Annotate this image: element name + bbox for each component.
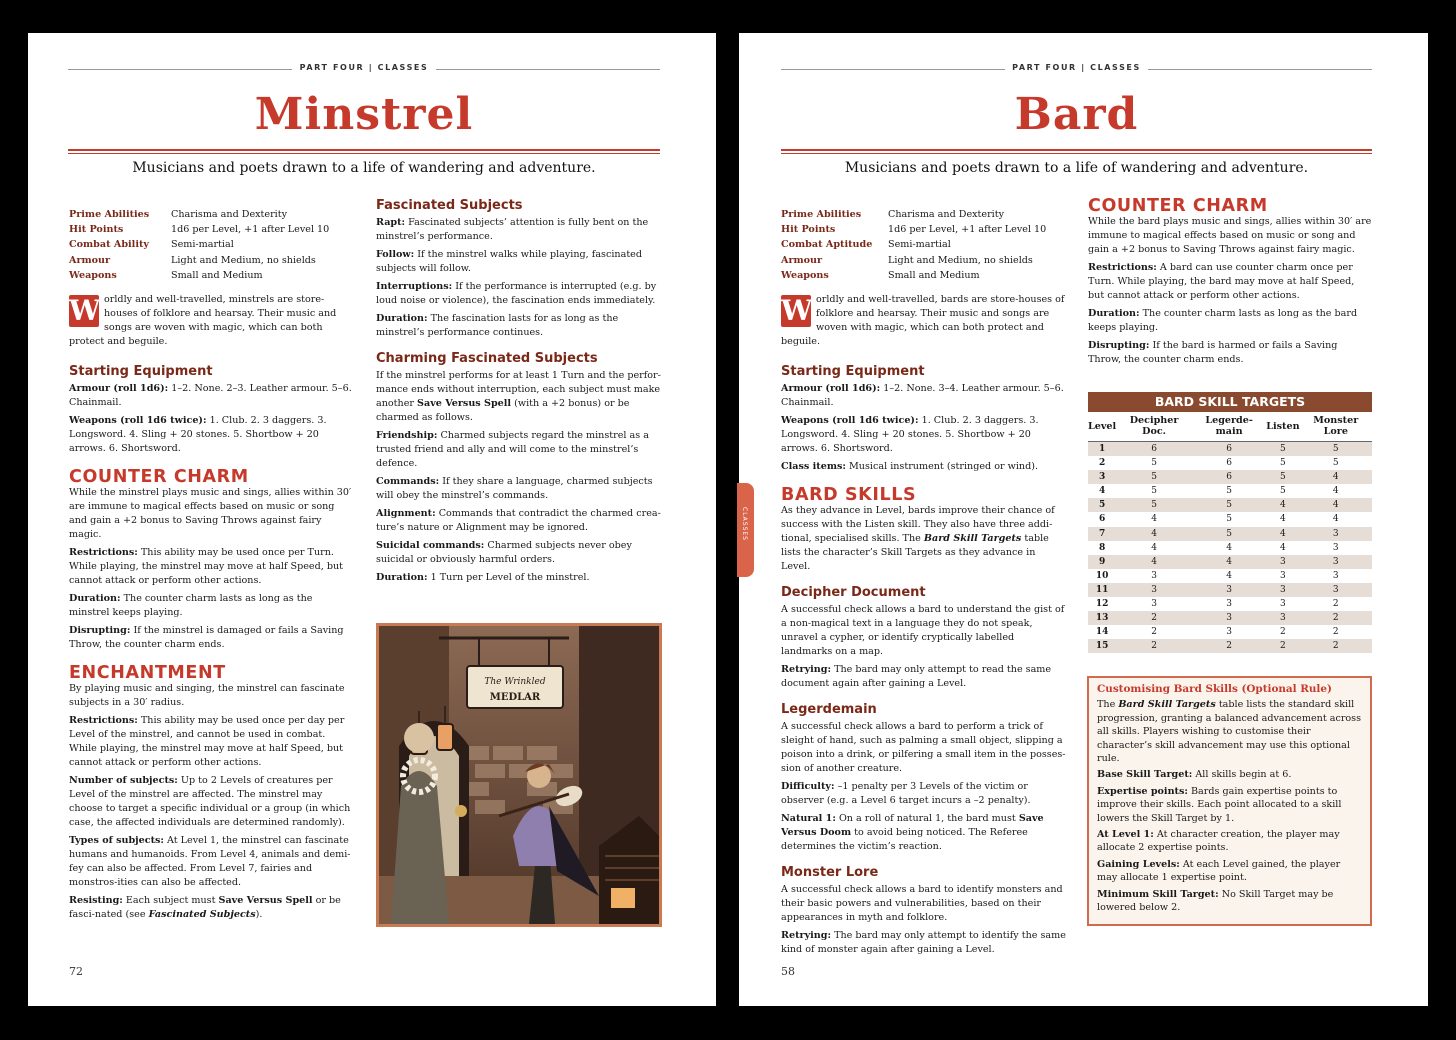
- table-cell: 5: [1226, 486, 1232, 497]
- stat-label: Prime Abilities: [69, 209, 150, 220]
- text: to avoid being noticed. The Referee determines the victim’s reaction.: [781, 827, 1028, 853]
- label: Commands:: [376, 476, 440, 487]
- table-cell: 4: [1226, 542, 1232, 553]
- sidebar-item: [1097, 888, 1362, 915]
- table-cell: 3: [1300, 555, 1372, 569]
- page-title: Minstrel: [254, 89, 474, 140]
- sidebar-item: [1097, 858, 1362, 885]
- table-cell: 3: [1151, 599, 1157, 610]
- table-cell: 8: [1098, 542, 1106, 553]
- table-cell: 6: [1226, 458, 1232, 469]
- stat-row: [781, 268, 1066, 283]
- table-cell: 6: [1192, 470, 1266, 484]
- rule-item: [376, 539, 662, 567]
- label: Class items:: [781, 461, 846, 473]
- table-cell: 4: [1226, 570, 1232, 581]
- text: The bard may only attempt to identify the same kind of monster again after gaining a Level.: [781, 930, 1066, 956]
- stat-block: [781, 207, 1066, 283]
- body-text: While the bard plays music and sings, allies within 30′ are immune to magical effects based on music or song and gain a +2 bonus to Saving Throws against fairy magic.: [1088, 216, 1372, 255]
- stat-value: Semi-martial: [171, 239, 234, 251]
- table-cell: 3: [1266, 583, 1299, 597]
- table-title: BARD SKILL TARGETS: [1088, 392, 1372, 412]
- table-header-row: [1088, 412, 1372, 442]
- text: If they share a language, charmed subjects will obey the minstrel’s commands.: [376, 476, 653, 501]
- section-heading: Starting Equipment: [781, 364, 925, 380]
- table-cell: 11: [1088, 583, 1116, 597]
- table-cell: 3: [1332, 542, 1339, 553]
- table-cell: 5: [1151, 458, 1157, 469]
- stat-value: Charisma and Dexterity: [171, 209, 288, 220]
- stat-row: [781, 222, 1066, 237]
- text: The counter charm lasts as long as the minstrel keeps playing.: [69, 593, 313, 619]
- table-cell: 4: [1266, 527, 1299, 541]
- table-cell: 5: [1088, 498, 1116, 512]
- label: Disrupting:: [69, 625, 131, 637]
- table-cell: 2: [1300, 639, 1372, 653]
- table-row: [1088, 442, 1372, 457]
- text: ).: [255, 909, 263, 921]
- text: No Skill Target may be lowered below 2.: [1097, 888, 1334, 914]
- table-row: [1088, 625, 1372, 639]
- sidebar-intro: [1097, 698, 1362, 765]
- table-cell: 3: [1116, 583, 1192, 597]
- text: This ability may be used once per Turn. While playing, the minstrel may move at half Speed, but cannot attack or perform other actions.: [69, 547, 343, 587]
- label: Friendship:: [376, 430, 438, 441]
- label: Rapt:: [376, 217, 406, 228]
- table-cell: 2: [1332, 627, 1339, 638]
- stat-label: Weapons: [69, 269, 117, 281]
- label: Armour (roll 1d6):: [69, 383, 169, 395]
- table-cell: 5: [1192, 498, 1266, 512]
- table-row: [1088, 597, 1372, 611]
- table-cell: 15: [1088, 639, 1116, 653]
- table-cell: 3: [1300, 583, 1372, 597]
- table-cell: 4: [1280, 542, 1286, 553]
- table-cell: 13: [1088, 611, 1116, 625]
- table-cell: 2: [1280, 627, 1286, 638]
- text: The bard may only attempt to read the same document again after gaining a Level.: [781, 664, 1052, 690]
- table-cell: 4: [1280, 514, 1286, 525]
- table-cell: 12: [1095, 599, 1109, 610]
- table-cell: 4: [1300, 498, 1372, 512]
- intro-text: orldly and well-travelled, minstrels are store-houses of folklore and hearsay. Their music and songs are woven with magic, which can both protect and beguile.: [69, 294, 337, 348]
- table-cell: 5: [1266, 442, 1299, 457]
- stat-value: Charisma and Dexterity: [888, 209, 1005, 220]
- table-row: [1088, 498, 1372, 512]
- table-cell: 3: [1280, 599, 1286, 610]
- table-cell: 4: [1116, 555, 1192, 569]
- table-cell: 5: [1151, 486, 1157, 497]
- table-cell: 4: [1332, 514, 1339, 525]
- label: Duration:: [69, 593, 121, 605]
- text: At each Level gained, the player may allocate 1 expertise point.: [1097, 858, 1341, 884]
- table-cell: 3: [1280, 570, 1286, 581]
- table-row: [1088, 470, 1372, 484]
- optional-rule-sidebar: [1087, 676, 1372, 926]
- text: Commands that contradict the charmed crea-ture’s nature or Alignment may be ignored.: [376, 508, 661, 533]
- table-cell: 2: [1116, 611, 1192, 625]
- stat-row: [781, 207, 1066, 222]
- equipment-armour: [781, 382, 1066, 410]
- stat-value: Small and Medium: [171, 269, 263, 281]
- label: Restrictions:: [1088, 262, 1157, 273]
- table-row: [1088, 583, 1372, 597]
- table-cell: 3: [1088, 470, 1116, 484]
- label: Disrupting:: [1088, 340, 1150, 351]
- drop-cap: W: [69, 294, 101, 328]
- running-head: [781, 61, 1372, 77]
- stat-value: 1d6 per Level, +1 after Level 10: [171, 224, 330, 236]
- text: –1 penalty per 3 Levels of the victim or observer (e.g. a Level 6 target incurs a –2 penalty).: [781, 781, 1031, 807]
- intro-paragraph: [781, 293, 1066, 349]
- table-cell: 3: [1192, 583, 1266, 597]
- table-cell: 4: [1266, 498, 1299, 512]
- table-row: [1088, 456, 1372, 470]
- section-heading: ENCHANTMENT: [69, 663, 226, 684]
- text: The fascination lasts for as long as the minstrel’s performance continues.: [376, 313, 619, 338]
- table-cell: 6: [1098, 514, 1106, 525]
- right-column: [376, 199, 662, 589]
- text: If the minstrel walks while playing, fascinated subjects will follow.: [376, 249, 642, 274]
- label: Restrictions:: [69, 715, 138, 727]
- rule-item: [781, 929, 1066, 957]
- stat-label: Armour: [69, 254, 111, 266]
- rule-item: [376, 571, 662, 585]
- table-cell: 5: [1300, 442, 1372, 457]
- label: Resisting:: [69, 895, 123, 907]
- table-cell: 3: [1151, 570, 1157, 581]
- text: Each subject must: [125, 895, 216, 907]
- rule-item: [69, 894, 354, 922]
- text: On a roll of natural 1, the bard must: [838, 813, 1016, 825]
- rule-item: [69, 546, 354, 588]
- rule-item: [1088, 339, 1372, 367]
- bold-term: Save Versus Doom: [781, 813, 1044, 839]
- text: As they advance in Level, bards improve their chance of success with the Listen skill. They also have three addi-tional, specialised skills. The: [781, 505, 1055, 545]
- table-cell: 3: [1192, 611, 1266, 625]
- stat-label: Prime Abilities: [781, 209, 862, 220]
- stat-row: [69, 207, 354, 222]
- column-header: Legerde-main: [1192, 412, 1266, 442]
- page-subtitle: Musicians and poets drawn to a life of wandering and adventure.: [844, 160, 1309, 176]
- table-cell: 4: [1151, 514, 1157, 525]
- table-cell: 4: [1116, 527, 1192, 541]
- table-cell: 14: [1095, 627, 1109, 638]
- body-text: While the minstrel plays music and sings, allies within 30′ are immune to magical effects based on music or song and gain a +2 bonus to Saving Throws against fairy magic.: [69, 487, 352, 541]
- column-header: Decipher Doc.: [1116, 412, 1192, 442]
- label: Types of subjects:: [69, 835, 164, 847]
- table-cell: 7: [1088, 527, 1116, 541]
- text: 1. Club. 2. 3 daggers. 3. Longsword. 4. Sling + 20 stones. 5. Shortbow + 20 arrows. 6. Shortsword.: [69, 415, 327, 455]
- table-cell: 3: [1332, 570, 1339, 581]
- column-header: Listen: [1266, 412, 1299, 442]
- stat-label: Weapons: [781, 269, 829, 281]
- label: At Level 1:: [1097, 829, 1154, 841]
- label: Duration:: [1088, 308, 1140, 319]
- running-head: [68, 61, 660, 77]
- rule-item: [69, 774, 354, 830]
- rule-item: [376, 216, 662, 244]
- table-cell: 5: [1280, 458, 1286, 469]
- stat-label: Armour: [781, 254, 823, 266]
- page-right-bard: [739, 33, 1428, 1006]
- side-tab-label: CLASSES: [741, 507, 748, 541]
- running-head-text: PART FOUR | CLASSES: [299, 63, 429, 72]
- stat-row: [69, 268, 354, 283]
- label: Number of subjects:: [69, 775, 178, 787]
- table-cell: 4: [1332, 486, 1339, 497]
- table-row: [1088, 555, 1372, 569]
- body-text: By playing music and singing, the minstrel can fascinate subjects in a 30′ radius.: [69, 683, 345, 709]
- text: The counter charm lasts as long as the bard keeps playing.: [1088, 308, 1358, 333]
- text: 1–2. None. 3–4. Leather armour. 5–6. Chainmail.: [781, 383, 1064, 409]
- intro-text: orldly and well-travelled, bards are store-houses of folklore and hearsay. Their music and songs are woven with magic, which can both protect and beguile.: [781, 294, 1065, 348]
- text: table lists the character’s Skill Targets as they advance in Level.: [781, 533, 1049, 573]
- label: Weapons (roll 1d6 twice):: [781, 415, 919, 427]
- table-cell: 2: [1192, 639, 1266, 653]
- table-row: [1088, 611, 1372, 625]
- label: Expertise points:: [1097, 785, 1188, 797]
- body-text: A successful check allows a bard to perform a trick of sleight of hand, such as palming a small object, slipping a poison into a drink, or pilfering a small item in the posses-sion of another creature.: [781, 721, 1066, 775]
- section-heading: BARD SKILLS: [781, 485, 917, 506]
- illustration-art: [379, 626, 659, 924]
- minstrel-illustration: [376, 623, 662, 927]
- stat-row: [69, 237, 354, 252]
- table-cell: 5: [1192, 527, 1266, 541]
- stat-value: Semi-martial: [888, 239, 951, 251]
- section-heading: Starting Equipment: [69, 364, 213, 380]
- stat-value: Light and Medium, no shields: [888, 254, 1033, 266]
- table-cell: 6: [1116, 442, 1192, 457]
- label: Alignment:: [376, 508, 436, 519]
- label: Difficulty:: [781, 781, 835, 793]
- stat-label: Combat Ability: [69, 239, 149, 251]
- sidebar-item: [1097, 768, 1362, 781]
- stat-label: Hit Points: [69, 224, 124, 236]
- table-cell: 2: [1332, 599, 1339, 610]
- table-cell: 5: [1280, 486, 1286, 497]
- table-cell: 5: [1266, 470, 1299, 484]
- left-column: [69, 207, 354, 926]
- section-heading: Charming Fascinated Subjects: [376, 351, 598, 366]
- title-rule: [68, 149, 660, 154]
- equipment-class-items: [781, 460, 1066, 474]
- equipment-armour: [69, 382, 354, 410]
- stat-block: [69, 207, 354, 283]
- intro-paragraph: [69, 293, 354, 349]
- page-subtitle: Musicians and poets drawn to a life of wandering and adventure.: [132, 160, 596, 176]
- running-head-text: PART FOUR | CLASSES: [1012, 63, 1141, 72]
- label: Duration:: [376, 572, 428, 583]
- table-cell: 5: [1332, 458, 1339, 469]
- table-row: [1088, 639, 1372, 653]
- table-row: [1088, 541, 1372, 555]
- section-heading: Fascinated Subjects: [376, 198, 523, 213]
- label: Retrying:: [781, 664, 832, 676]
- rule-item: [376, 429, 662, 471]
- text: A bard can use counter charm once per Turn. While playing, the bard may move at half Speed, but cannot attack or perform other actions.: [1088, 262, 1355, 301]
- table-cell: 4: [1098, 486, 1106, 497]
- right-column: [1088, 196, 1372, 371]
- text: The: [1097, 699, 1116, 711]
- bold-term: Save Versus Spell: [218, 895, 313, 907]
- body-text: A successful check allows a bard to understand the gist of a non-magical text in a language they do not speak, unravel a cypher, or identify cryptically labelled landmarks on a map.: [781, 604, 1065, 658]
- rule-item: [376, 280, 662, 308]
- label: Restrictions:: [69, 547, 138, 559]
- page-number: 72: [69, 965, 83, 978]
- text: Musical instrument (stringed or wind).: [848, 461, 1039, 473]
- table-row: [1088, 527, 1372, 541]
- body-text: A successful check allows a bard to identify monsters and their basic powers and vulnerabilities, based on their appearances in myth and folklore.: [781, 884, 1063, 924]
- page-number: 58: [781, 965, 795, 978]
- text: This ability may be used once per day per Level of the minstrel, and cannot be used in combat. While playing, the minstrel may move at half Speed, but cannot attack or perform other actions.: [69, 715, 345, 769]
- equipment-weapons: [69, 414, 354, 456]
- table-cell: 5: [1116, 498, 1192, 512]
- sidebar-item: [1097, 785, 1362, 825]
- rule-item: [376, 312, 662, 340]
- rule-item: [69, 592, 354, 620]
- rule-item: [69, 624, 354, 652]
- table-cell: 6: [1192, 442, 1266, 457]
- text: Bards gain expertise points to improve their skills. Each point allocated to a skill lowers the Skill Target by 1.: [1097, 785, 1342, 824]
- skill-table: [1088, 412, 1372, 653]
- text: 1. Club. 2. 3 daggers. 3. Longsword. 4. Sling + 20 stones. 5. Shortbow + 20 arrows. 6. Shortsword.: [781, 415, 1039, 455]
- stat-row: [69, 253, 354, 268]
- rule-item: [781, 780, 1066, 808]
- table-cell: 4: [1192, 555, 1266, 569]
- equipment-weapons: [781, 414, 1066, 456]
- text: At character creation, the player may allocate 2 expertise points.: [1097, 829, 1340, 854]
- table-cell: 5: [1116, 470, 1192, 484]
- label: Interruptions:: [376, 281, 453, 292]
- table-cell: 10: [1095, 570, 1109, 581]
- table-cell: 3: [1226, 627, 1232, 638]
- label: Minimum Skill Target:: [1097, 888, 1219, 900]
- label: Follow:: [376, 249, 415, 260]
- rule-item: [1088, 261, 1372, 303]
- text: If the minstrel is damaged or fails a Saving Throw, the counter charm ends.: [69, 625, 344, 651]
- table-body: [1088, 442, 1372, 654]
- rule-item: [1088, 307, 1372, 335]
- table-cell: 4: [1151, 542, 1157, 553]
- skill-targets-table: [1088, 392, 1372, 653]
- table-cell: 2: [1098, 458, 1106, 469]
- stat-row: [781, 253, 1066, 268]
- table-row: [1088, 569, 1372, 583]
- section-heading: Monster Lore: [781, 865, 879, 881]
- table-cell: 2: [1300, 611, 1372, 625]
- stat-value: 1d6 per Level, +1 after Level 10: [888, 224, 1047, 236]
- label: Armour (roll 1d6):: [781, 383, 881, 395]
- cross-reference: Fascinated Subjects: [148, 909, 256, 921]
- text: 1–2. None. 2–3. Leather armour. 5–6. Chainmail.: [69, 383, 352, 409]
- page-left-minstrel: [28, 33, 716, 1006]
- rule-item: [376, 475, 662, 503]
- sidebar-item: [1097, 828, 1362, 855]
- table-cell: 2: [1151, 627, 1157, 638]
- table-cell: 5: [1226, 514, 1232, 525]
- text: If the bard is harmed or fails a Saving Throw, the counter charm ends.: [1088, 340, 1338, 365]
- bold-term: Save Versus Spell: [417, 398, 512, 409]
- column-header: Level: [1088, 412, 1116, 442]
- title-rule: [781, 149, 1372, 154]
- text: All skills begin at 6.: [1195, 769, 1292, 781]
- label: Gaining Levels:: [1097, 858, 1180, 870]
- cross-reference: Bard Skill Targets: [923, 533, 1022, 545]
- body-text: [376, 369, 662, 425]
- drop-cap: W: [781, 294, 813, 328]
- table-cell: 2: [1116, 639, 1192, 653]
- sidebar-title: Customising Bard Skills (Optional Rule): [1097, 683, 1332, 695]
- section-heading: Decipher Document: [781, 585, 926, 601]
- table-cell: 3: [1226, 599, 1232, 610]
- section-heading: Legerdemain: [781, 702, 877, 718]
- table-cell: 4: [1300, 470, 1372, 484]
- body-text: [781, 504, 1066, 574]
- text: Charmed subjects regard the minstrel as a trusted friend and ally and will come to the minstrel’s defence.: [376, 430, 649, 469]
- text: 1 Turn per Level of the minstrel.: [430, 572, 590, 583]
- cross-reference: Bard Skill Targets: [1118, 699, 1216, 711]
- section-heading: COUNTER CHARM: [69, 467, 249, 488]
- text: If the performance is interrupted (e.g. by loud noise or violence), the fascination ends immediately.: [376, 281, 657, 306]
- text: (with a +2 bonus) or be charmed as follows.: [376, 398, 630, 423]
- page-title: Bard: [1014, 89, 1139, 140]
- rule-item: [69, 834, 354, 890]
- column-header: Monster Lore: [1300, 412, 1372, 442]
- table-cell: 2: [1266, 639, 1299, 653]
- label: Suicidal commands:: [376, 540, 485, 551]
- stat-value: Light and Medium, no shields: [171, 254, 316, 266]
- table-cell: 9: [1088, 555, 1116, 569]
- table-cell: 3: [1266, 611, 1299, 625]
- sign-text-line-1: The Wrinkled: [484, 677, 546, 687]
- text: Charmed subjects never obey suicidal or obviously harmful orders.: [376, 540, 632, 565]
- table-row: [1088, 484, 1372, 498]
- text: or be fasci-nated (see: [69, 895, 341, 921]
- rule-item: [781, 663, 1066, 691]
- stat-row: [69, 222, 354, 237]
- stat-value: Small and Medium: [888, 269, 980, 281]
- left-column: [781, 207, 1066, 961]
- text: If the minstrel performs for at least 1 Turn and the perfor-mance ends without interruption, each subject must make another: [376, 370, 661, 409]
- text: table lists the standard skill progression, granting a balanced advancement across all skills. Players wishing to customise their character’s skill advancement may use this optional rule.: [1097, 699, 1362, 765]
- table-cell: 3: [1266, 555, 1299, 569]
- sign-text-line-2: MEDLAR: [489, 692, 541, 703]
- label: Weapons (roll 1d6 twice):: [69, 415, 207, 427]
- rule-item: [376, 248, 662, 276]
- rule-item: [376, 507, 662, 535]
- text: Up to 2 Levels of creatures per Level of the minstrel are affected. The minstrel may choose to target a specific individual or a group (in which case, the affected individuals are determined randomly).: [69, 775, 351, 829]
- table-cell: 1: [1088, 442, 1116, 457]
- label: Base Skill Target:: [1097, 769, 1193, 781]
- stat-label: Combat Aptitude: [781, 239, 873, 251]
- label: Natural 1:: [781, 813, 836, 825]
- label: Retrying:: [781, 930, 832, 942]
- text: At Level 1, the minstrel can fascinate humans and humanoids. From Level 4, animals and demi-fey can also be affected. From Level 7, fairies and monstros-ities can also be affected.: [69, 835, 351, 889]
- rule-item: [69, 714, 354, 770]
- section-heading: COUNTER CHARM: [1088, 196, 1268, 216]
- table-cell: 3: [1300, 527, 1372, 541]
- stat-row: [781, 237, 1066, 252]
- section-side-tab: [737, 483, 754, 577]
- rule-item: [781, 812, 1066, 854]
- table-row: [1088, 512, 1372, 526]
- text: Fascinated subjects’ attention is fully bent on the minstrel’s performance.: [376, 217, 649, 242]
- label: Duration:: [376, 313, 428, 324]
- stat-label: Hit Points: [781, 224, 836, 236]
